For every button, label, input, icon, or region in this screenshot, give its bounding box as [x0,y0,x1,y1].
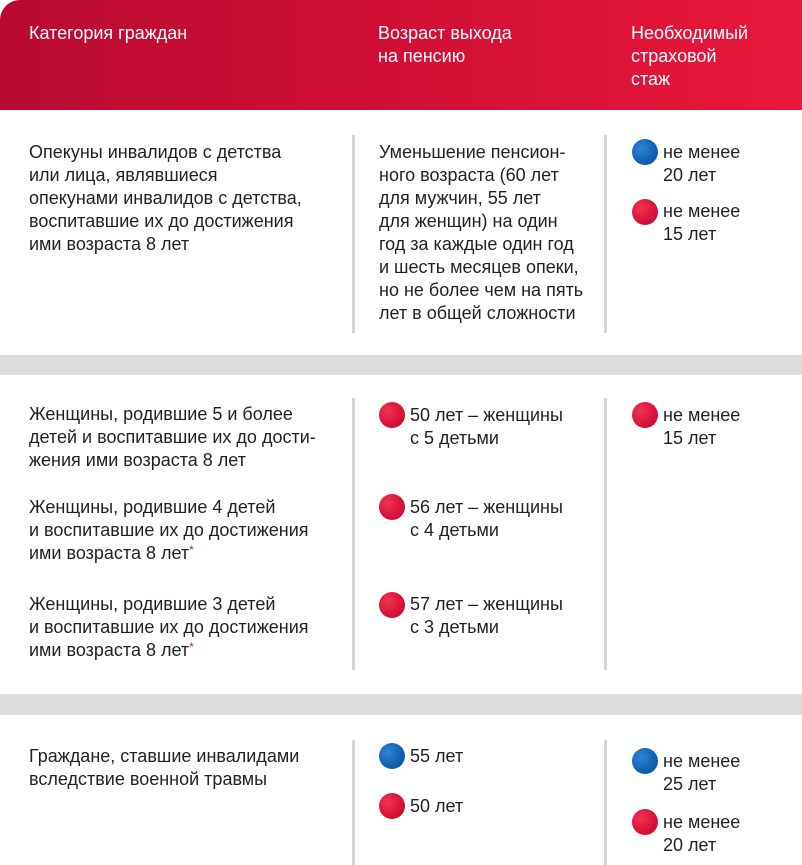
red-dot-icon [379,402,405,428]
column-divider [352,135,355,333]
row1-age: Уменьшение пенсион- ного возраста (60 лет для мужчин, 55 лет для женщин) на один год за каждые один год и шесть месяцев опеки, но не более чем на пять лет в общей сложности [379,142,584,323]
column-divider [604,135,607,333]
row2-category-3: Женщины, родившие 3 детей и воспитавшие их до достижения ими возраста 8 лет* [29,594,309,660]
row2-age-3: 57 лет – женщины с 3 детьми [410,594,563,637]
red-dot-icon [632,199,658,225]
red-dot-icon [632,809,658,835]
row1-category: Опекуны инвалидов с детства или лица, являвшиеся опекунами инвалидов с детства, воспитавшие их до достижения ими возраста 8 лет [29,142,302,254]
row3-age-men: 55 лет [410,746,464,766]
row2-age-1: 50 лет – женщины с 5 детьми [410,405,563,448]
red-dot-icon [632,402,658,428]
red-dot-icon [379,793,405,819]
blue-dot-icon [632,748,658,774]
column-divider [604,740,607,865]
row2-category-1: Женщины, родившие 5 и более детей и воспитавшие их до дости- жения ими возраста 8 лет [29,404,316,470]
row2-category-2: Женщины, родившие 4 детей и воспитавшие их до достижения ими возраста 8 лет* [29,497,309,563]
column-divider [604,398,607,670]
row-separator [0,694,802,715]
red-dot-icon [379,592,405,618]
row1-stazh-women: не менее 15 лет [663,201,741,244]
red-dot-icon [379,494,405,520]
row3-stazh-women: не менее 20 лет [663,812,741,855]
row3-stazh-men: не менее 25 лет [663,751,741,794]
header-insurance-experience: Необходимый страховой стаж [631,23,749,89]
footnote-asterisk: * [189,640,194,654]
blue-dot-icon [379,743,405,769]
row2-age-2: 56 лет – женщины с 4 детьми [410,497,563,540]
row2-stazh: не менее 15 лет [663,405,741,448]
blue-dot-icon [632,139,658,165]
footnote-asterisk: * [189,543,194,557]
table-header [0,0,802,110]
header-category: Категория граждан [29,23,188,43]
column-divider [352,398,355,670]
row3-age-women: 50 лет [410,796,464,816]
row3-category: Граждане, ставшие инвалидами вследствие военной травмы [29,746,300,789]
column-divider [352,740,355,865]
row-separator [0,355,802,375]
row1-stazh-men: не менее 20 лет [663,142,741,185]
header-retirement-age: Возраст выхода на пенсию [378,23,512,66]
